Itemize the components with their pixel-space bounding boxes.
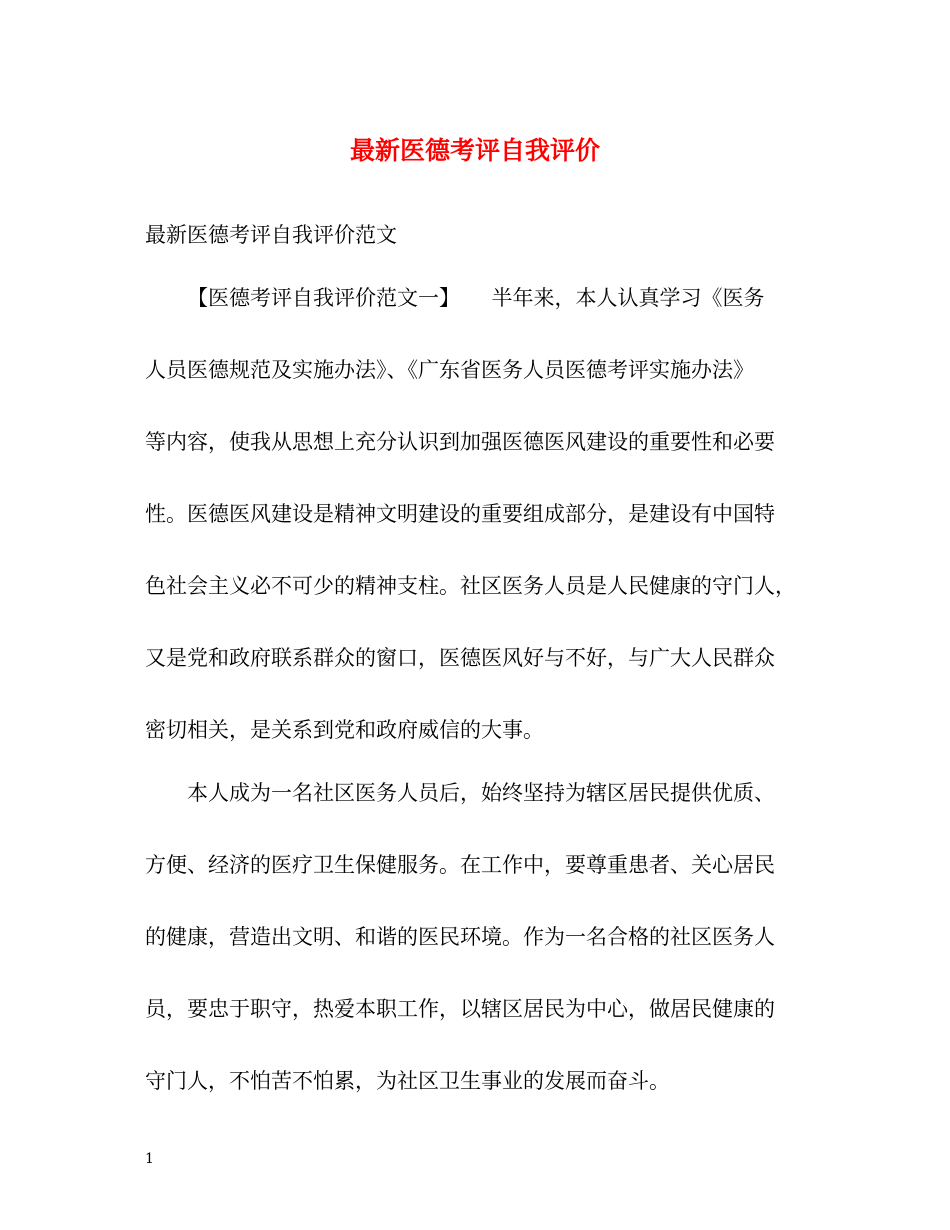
body-line-9: 方便、经济的医疗卫生保健服务。在工作中，要尊重患者、关心居民 [145,853,775,877]
body-line-6: 又是党和政府联系群众的窗口，医德医风好与不好，与广大人民群众 [145,646,775,670]
body-line-10: 的健康，营造出文明、和谐的医民环境。作为一名合格的社区医务人 [145,925,775,949]
body-line-8: 本人成为一名社区医务人员后，始终坚持为辖区居民提供优质、 [187,781,775,805]
body-line-2: 人员医德规范及实施办法》、《广东省医务人员医德考评实施办法》 [145,358,754,382]
body-line-3: 等内容，使我从思想上充分认识到加强医德医风建设的重要性和必要 [145,430,775,454]
body-line-12: 守门人，不怕苦不怕累，为社区卫生事业的发展而奋斗。 [145,1069,670,1093]
document-subtitle: 最新医德考评自我评价范文 [145,223,397,247]
body-line-7: 密切相关，是关系到党和政府威信的大事。 [145,718,544,742]
body-line-5: 色社会主义必不可少的精神支柱。社区医务人员是人民健康的守门人， [145,574,796,598]
body-line-4: 性。医德医风建设是精神文明建设的重要组成部分，是建设有中国特 [145,502,775,526]
page-number: 1 [145,1151,154,1167]
body-line-11: 员，要忠于职守，热爱本职工作，以辖区居民为中心，做居民健康的 [145,997,775,1021]
document-title: 最新医德考评自我评价 [349,136,600,165]
body-line-1: 【医德考评自我评价范文一】 半年来，本人认真学习《医务 [187,286,765,310]
